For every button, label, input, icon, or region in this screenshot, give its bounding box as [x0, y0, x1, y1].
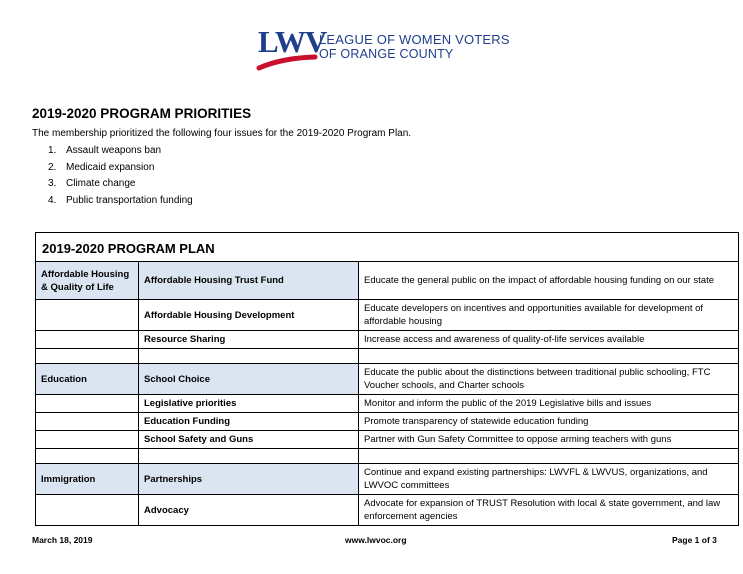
description-cell: Educate developers on incentives and opportunities available for development of affordable housing [359, 300, 739, 331]
item-cell: Partnerships [139, 464, 359, 495]
page-title: 2019-2020 PROGRAM PRIORITIES [32, 106, 252, 121]
logo-line1: LEAGUE OF WOMEN VOTERS [319, 32, 510, 47]
list-item: 4. Public transportation funding [48, 194, 193, 206]
program-plan-table [35, 232, 739, 526]
category-cell [36, 331, 139, 349]
description-cell: Partner with Gun Safety Committee to oppose arming teachers with guns [359, 431, 739, 449]
category-cell [36, 413, 139, 431]
item-cell: Resource Sharing [139, 331, 359, 349]
table-row [36, 300, 739, 331]
svg-text:LWV: LWV [258, 24, 327, 59]
table-spacer-row [36, 349, 739, 364]
item-cell: School Safety and Guns [139, 431, 359, 449]
table-spacer-row [36, 449, 739, 464]
category-cell [36, 395, 139, 413]
footer-page-number: Page 1 of 3 [672, 535, 717, 545]
description-cell: Continue and expand existing partnerships: LWVFL & LWVUS, organizations, and LWVOC committees [359, 464, 739, 495]
category-cell [36, 495, 139, 526]
table-row [36, 364, 739, 395]
list-item: 3. Climate change [48, 178, 136, 189]
item-cell: Affordable Housing Trust Fund [139, 262, 359, 300]
category-cell: Education [36, 364, 139, 395]
item-cell: School Choice [139, 364, 359, 395]
table-row [36, 331, 739, 349]
category-cell: Immigration [36, 464, 139, 495]
description-cell: Educate the general public on the impact of affordable housing funding on our state [359, 262, 739, 300]
category-cell: Affordable Housing & Quality of Life [36, 262, 139, 300]
item-cell: Education Funding [139, 413, 359, 431]
list-item: 1. Assault weapons ban [48, 145, 162, 156]
logo-line2: OF ORANGE COUNTY [319, 47, 454, 61]
table-row [36, 413, 739, 431]
item-cell: Legislative priorities [139, 395, 359, 413]
description-cell: Increase access and awareness of quality-of-life services available [359, 331, 739, 349]
table-row [36, 495, 739, 526]
table-row [36, 431, 739, 449]
table-row [36, 395, 739, 413]
lwv-logo [257, 22, 510, 72]
item-cell: Affordable Housing Development [139, 300, 359, 331]
footer-date: March 18, 2019 [32, 535, 93, 545]
table-row [36, 464, 739, 495]
lwv-logo-mark-icon [257, 22, 327, 72]
category-cell [36, 300, 139, 331]
item-cell: Advocacy [139, 495, 359, 526]
intro-text: The membership prioritized the following four issues for the 2019-2020 Program Plan. [32, 128, 412, 139]
footer-website: www.lwvoc.org [345, 535, 407, 545]
description-cell: Advocate for expansion of TRUST Resolution with local & state government, and law enforcement agencies [359, 495, 739, 526]
description-cell: Educate the public about the distinctions between traditional public schooling, FTC Voucher schools, and Charter schools [359, 364, 739, 395]
description-cell: Promote transparency of statewide education funding [359, 413, 739, 431]
priorities-list [48, 143, 193, 209]
table-row [36, 262, 739, 300]
plan-title: 2019-2020 PROGRAM PLAN [36, 233, 739, 262]
description-cell: Monitor and inform the public of the 2019 Legislative bills and issues [359, 395, 739, 413]
table-title-row [36, 233, 739, 262]
category-cell [36, 431, 139, 449]
list-item: 2. Medicaid expansion [48, 161, 155, 173]
